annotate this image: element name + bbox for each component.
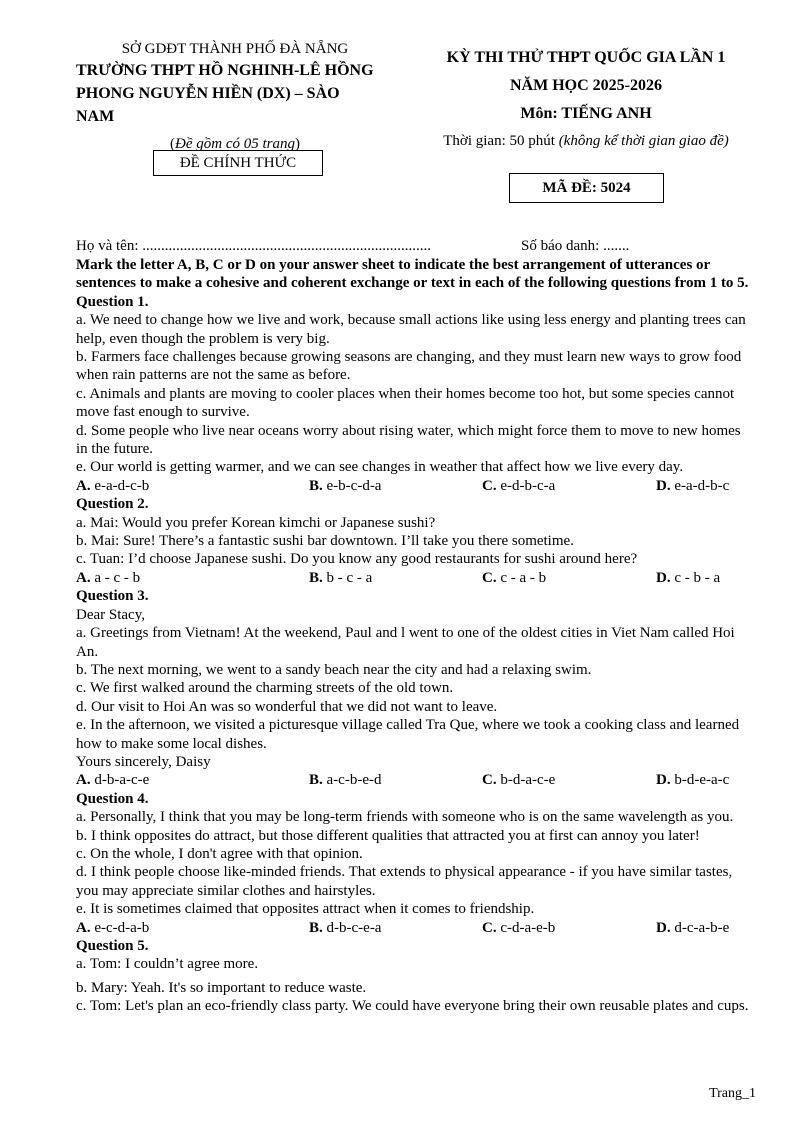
answer-option-d[interactable] — [656, 569, 720, 587]
option-text: b-d-a-c-e — [496, 772, 556, 789]
subject: Môn: TIẾNG ANH — [520, 105, 652, 122]
question-block — [76, 495, 756, 587]
answer-options — [76, 771, 756, 789]
question-line: Yours sincerely, Daisy — [76, 753, 211, 770]
option-text: e-d-b-c-a — [496, 477, 556, 494]
answer-options — [76, 919, 756, 937]
answer-options — [76, 569, 756, 587]
question-line: d. Our visit to Hoi An was so wonderful that we did not want to leave. — [76, 698, 498, 715]
question-line: c. Animals and plants are moving to cooler places when their homes become too hot, but some species cannot move fast enough to survive. — [76, 385, 735, 421]
exam-code-box: MÃ ĐỀ: 5024 — [509, 173, 664, 203]
question-title: Question 2. — [76, 496, 149, 513]
option-text: e-a-d-c-b — [90, 477, 150, 494]
option-letter: C. — [482, 772, 497, 789]
question-title: Question 1. — [76, 293, 149, 310]
question-line: e. Our world is getting warmer, and we can see changes in weather that affect how we live every day. — [76, 459, 684, 476]
student-name-field: Họ và tên: ............................................................................. — [76, 238, 431, 254]
time-allowed-note: (không kể thời gian giao đề) — [558, 133, 729, 149]
question-line: d. I think people choose like-minded friends. That extends to physical appearance - if you have similar tastes, you may appreciate similar clothes and hairstyles. — [76, 864, 733, 899]
header-left — [76, 40, 406, 153]
question-list — [76, 293, 756, 1016]
option-text: d-c-a-b-e — [670, 919, 730, 936]
school-name-line-2: PHONG NGUYỄN HIỀN (DX) – SÀO — [76, 85, 340, 102]
question-line: c. Tom: Let's plan an eco-friendly class party. We could have everyone bring their own reusable plates and cups. — [76, 998, 749, 1015]
question-title: Question 4. — [76, 790, 149, 807]
option-letter: B. — [309, 569, 323, 586]
student-id-field: Số báo danh: ....... — [521, 238, 630, 254]
department-name: SỞ GDĐT THÀNH PHỐ ĐÀ NẴNG — [121, 41, 349, 57]
answer-option-c[interactable] — [482, 477, 555, 495]
exam-content — [76, 237, 756, 1016]
option-letter: B. — [309, 919, 323, 936]
school-name-line-3: NAM — [76, 108, 115, 125]
school-year: NĂM HỌC 2025-2026 — [510, 77, 662, 94]
school-name-line-1: TRƯỜNG THPT HỒ NGHINH-LÊ HỒNG — [76, 62, 374, 79]
option-letter: B. — [309, 477, 323, 494]
question-block — [76, 790, 756, 937]
question-title: Question 3. — [76, 588, 149, 605]
answer-option-d[interactable] — [656, 477, 729, 495]
option-text: a-c-b-e-d — [322, 772, 382, 789]
page-count-prefix: ( — [170, 136, 175, 152]
option-letter: A. — [76, 477, 91, 494]
answer-option-d[interactable] — [656, 771, 729, 789]
question-line: a. Tom: I couldn’t agree more. — [76, 956, 259, 973]
option-text: d-b-a-c-e — [90, 772, 150, 789]
question-line: Dear Stacy, — [76, 606, 145, 623]
question-block — [76, 587, 756, 789]
answer-option-a[interactable] — [76, 569, 140, 587]
answer-option-c[interactable] — [482, 771, 555, 789]
option-text: c-d-a-e-b — [496, 919, 556, 936]
option-text: a - c - b — [90, 569, 141, 586]
option-letter: D. — [656, 772, 671, 789]
question-line: b. Mary: Yeah. It's so important to reduce waste. — [76, 979, 367, 996]
question-line: b. Farmers face challenges because growing seasons are changing, and they must learn new ways to grow food when rain patterns are not the same as before. — [76, 349, 742, 384]
question-line: c. On the whole, I don't agree with that opinion. — [76, 845, 363, 862]
question-line: b. Mai: Sure! There’s a fantastic sushi bar downtown. I’ll take you there sometime. — [76, 533, 574, 550]
option-letter: A. — [76, 569, 91, 586]
answer-option-d[interactable] — [656, 919, 729, 937]
answer-option-c[interactable] — [482, 919, 555, 937]
answer-options — [76, 477, 756, 495]
question-block — [76, 293, 756, 495]
student-info-row — [76, 237, 756, 256]
option-text: b-d-e-a-c — [670, 772, 730, 789]
page-number: Trang_1 — [709, 1086, 756, 1101]
time-allowed — [412, 128, 760, 154]
time-allowed-text: Thời gian: 50 phút — [443, 133, 559, 149]
answer-option-a[interactable] — [76, 919, 149, 937]
option-letter: A. — [76, 919, 91, 936]
page-count-text: Đề gồm có 05 trang — [175, 136, 295, 152]
option-text: c - b - a — [670, 569, 721, 586]
option-text: e-c-d-a-b — [90, 919, 150, 936]
official-exam-box: ĐỀ CHÍNH THỨC — [153, 150, 323, 176]
question-line: c. Tuan: I’d choose Japanese sushi. Do you know any good restaurants for sushi around here? — [76, 551, 638, 568]
question-line: e. It is sometimes claimed that opposites attract when it comes to friendship. — [76, 901, 535, 918]
answer-option-b[interactable] — [309, 771, 381, 789]
option-text: b - c - a — [322, 569, 373, 586]
option-letter: B. — [309, 772, 323, 789]
answer-option-b[interactable] — [309, 477, 381, 495]
question-line: a. We need to change how we live and work, because small actions like using less energy and planting trees can help, even though the problem is very big. — [76, 312, 746, 347]
question-line: b. The next morning, we went to a sandy beach near the city and had a relaxing swim. — [76, 661, 592, 678]
question-line: d. Some people who live near oceans worry about rising water, which might force them to move to new homes in the future. — [76, 422, 741, 458]
question-block — [76, 937, 756, 1016]
page-count-suffix: ) — [295, 136, 300, 152]
option-text: e-b-c-d-a — [322, 477, 382, 494]
answer-option-a[interactable] — [76, 771, 149, 789]
question-line: c. We first walked around the charming streets of the old town. — [76, 680, 454, 697]
option-text: c - a - b — [496, 569, 547, 586]
answer-option-a[interactable] — [76, 477, 149, 495]
header-right — [412, 44, 760, 154]
question-line: a. Greetings from Vietnam! At the weekend, Paul and l went to one of the oldest cities in Viet Nam called Hoi An. — [76, 625, 735, 660]
question-line: a. Mai: Would you prefer Korean kimchi or Japanese sushi? — [76, 514, 436, 531]
answer-option-b[interactable] — [309, 569, 372, 587]
option-letter: A. — [76, 772, 91, 789]
option-letter: D. — [656, 477, 671, 494]
option-letter: C. — [482, 919, 497, 936]
option-text: d-b-c-e-a — [322, 919, 382, 936]
question-line: e. In the afternoon, we visited a picturesque village called Tra Que, where we took a cooking class and learned how to make some local dishes. — [76, 717, 740, 752]
question-line: b. I think opposites do attract, but those different qualities that attracted you at first can annoy you later! — [76, 827, 700, 844]
option-letter: C. — [482, 477, 497, 494]
question-title: Question 5. — [76, 937, 149, 954]
answer-option-b[interactable] — [309, 919, 381, 937]
answer-option-c[interactable] — [482, 569, 546, 587]
option-letter: C. — [482, 569, 497, 586]
option-letter: D. — [656, 569, 671, 586]
instructions: Mark the letter A, B, C or D on your answer sheet to indicate the best arrangement of utterances or sentences to make a cohesive and coherent exchange or text in each of the following questions from 1 to 5. — [76, 257, 749, 292]
option-letter: D. — [656, 919, 671, 936]
question-line: a. Personally, I think that you may be long-term friends with someone who is on the same wavelength as you. — [76, 809, 734, 826]
exam-title: KỲ THI THỬ THPT QUỐC GIA LẦN 1 — [446, 49, 726, 66]
option-text: e-a-d-b-c — [670, 477, 730, 494]
